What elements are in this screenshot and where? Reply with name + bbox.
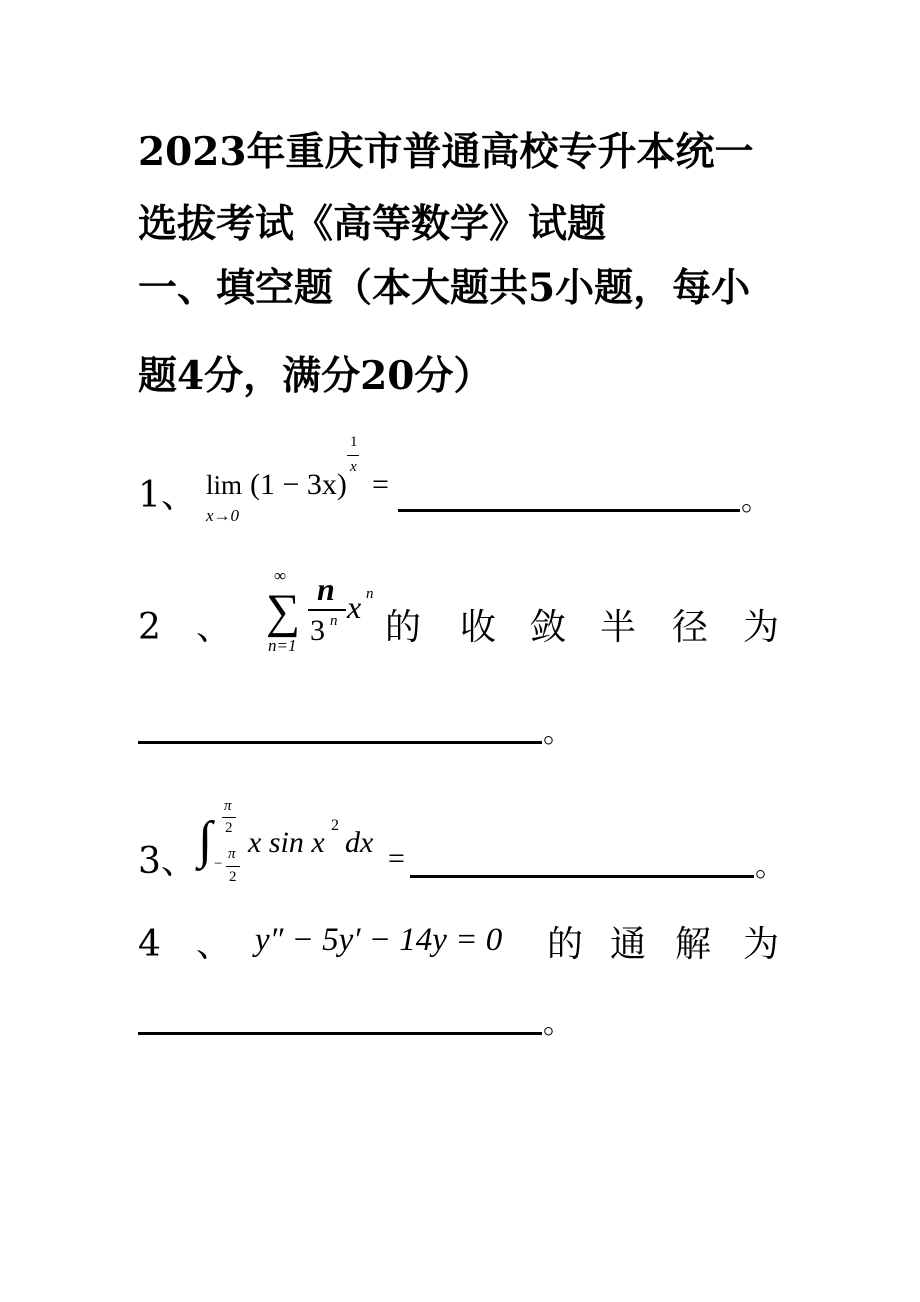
q1-period: 。 [741, 483, 771, 518]
q1-expression: (1 − 3x) [250, 468, 347, 501]
q3-lower-limit-denominator: 2 [229, 869, 237, 885]
q3-integrand: x sin x [248, 826, 325, 859]
q3-equals: = [388, 842, 405, 875]
q2-word-4: 半 [600, 607, 637, 648]
q4-word-4: 为 [743, 924, 780, 965]
q2-term-exponent: n [366, 586, 374, 602]
question-1-number: 1、 [138, 475, 197, 516]
question-4-number: 4 [138, 924, 161, 965]
q2-answer-blank[interactable] [138, 741, 542, 744]
q2-sigma: ∑ [266, 585, 301, 638]
q2-term: x [347, 589, 362, 625]
q3-upper-limit-numerator: π [224, 798, 232, 814]
question-2-number: 2 [138, 607, 161, 648]
q3-period: 。 [755, 849, 785, 884]
q2-sum-upper-limit: ∞ [274, 566, 287, 585]
q2-word-5: 径 [672, 607, 709, 648]
q4-word-2: 通 [610, 924, 647, 965]
q4-answer-blank[interactable] [138, 1032, 542, 1035]
q1-answer-blank[interactable] [398, 509, 740, 512]
q2-period: 。 [543, 715, 573, 750]
q1-equals: = [372, 468, 389, 501]
q3-integrand-exponent: 2 [331, 817, 339, 834]
q3-lower-limit-sign: − [214, 856, 223, 872]
q1-lim-subscript: x→0 [206, 506, 240, 525]
q3-lower-limit-bar [226, 866, 240, 867]
q3-upper-limit-bar [222, 817, 236, 818]
q3-integral-sign: ∫ [198, 812, 213, 869]
q1-exponent-bar [347, 455, 359, 456]
q2-sum-lower-limit: n=1 [268, 636, 297, 655]
section-heading-line-1: 一、填空题（本大题共5小题，每小 [138, 265, 751, 311]
q3-lower-limit-numerator: π [228, 846, 236, 862]
section-heading-line-2: 题4分，满分20分） [138, 353, 493, 399]
q2-word-6: 为 [743, 607, 780, 648]
exam-title-line-1: 2023年重庆市普通高校专升本统一 [138, 129, 754, 175]
q3-upper-limit-denominator: 2 [225, 820, 233, 836]
exam-title-line-2: 选拔考试《高等数学》试题 [138, 201, 607, 247]
q1-exponent-denominator: x [350, 459, 357, 475]
q2-word-3: 敛 [530, 607, 567, 648]
q2-fraction-bar [308, 609, 346, 611]
q4-period: 。 [543, 1006, 573, 1041]
question-2-separator: 、 [196, 607, 233, 648]
q4-word-3: 解 [675, 924, 712, 965]
q2-word-2: 收 [460, 607, 497, 648]
q4-word-1: 的 [547, 924, 584, 965]
q1-exponent-numerator: 1 [350, 434, 358, 450]
question-3-number: 3、 [138, 841, 197, 882]
q3-dx: dx [345, 826, 374, 859]
question-4-separator: 、 [196, 924, 233, 965]
q4-equation: y″ − 5y′ − 14y = 0 [255, 922, 503, 958]
q2-fraction-numerator: n [317, 571, 335, 607]
q3-answer-blank[interactable] [410, 875, 754, 878]
q2-denominator-exponent: n [330, 613, 338, 629]
q2-fraction-denominator: 3 [310, 614, 325, 647]
q1-lim: lim [206, 470, 243, 500]
q2-word-1: 的 [385, 607, 422, 648]
